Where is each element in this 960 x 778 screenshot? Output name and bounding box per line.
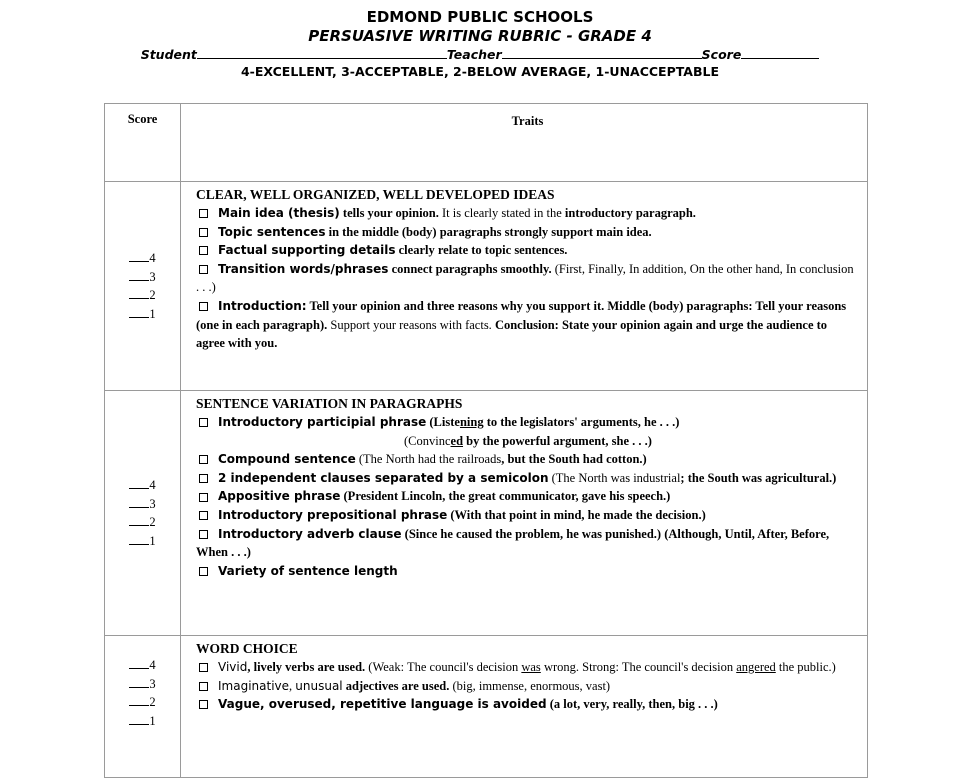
score-cell-2 (105, 391, 181, 636)
checkbox-bullet-icon (199, 455, 208, 464)
checkbox-bullet-icon (199, 567, 208, 576)
section-title: CLEAR, WELL ORGANIZED, WELL DEVELOPED IDEAS (196, 187, 555, 202)
score-option-3[interactable]: 3 (106, 268, 179, 287)
list-item: Introductory adverb clause (Since he caused the problem, he was punished.) (Although, Until, After, Before, When . . .) (196, 526, 830, 560)
traits-cell-2 (181, 391, 868, 636)
list-item: Topic sentences in the middle (body) paragraphs strongly support main idea. (196, 223, 859, 242)
list-item: Vivid, lively verbs are used. (Weak: The council's decision was wrong. Strong: The council's decision angered the public.) (196, 658, 859, 677)
teacher-blank[interactable] (502, 47, 702, 59)
checkbox-bullet-icon (199, 209, 208, 218)
list-item: Transition words/phrases connect paragraphs smoothly. (First, Finally, In addition, On the other hand, In conclusion . . .) (196, 261, 854, 295)
list-item: Appositive phrase (President Lincoln, the great communicator, gave his speech.) (196, 487, 859, 506)
checkbox-bullet-icon (199, 418, 208, 427)
score-options (106, 476, 179, 550)
rubric-header (0, 0, 960, 80)
score-option-4[interactable]: 4 (106, 249, 179, 268)
list-item: Vague, overused, repetitive language is avoided (a lot, very, really, then, big . . .) (196, 695, 859, 714)
rubric-table (104, 103, 868, 778)
score-option-2[interactable]: 2 (106, 513, 179, 532)
list-item: Main idea (thesis) tells your opinion. It is clearly stated in the introductory paragraph. (196, 204, 859, 223)
checkbox-bullet-icon (199, 511, 208, 520)
table-row (105, 182, 868, 391)
score-option-1[interactable]: 1 (106, 532, 179, 551)
checkbox-bullet-icon (199, 530, 208, 539)
score-scale: 4-EXCELLENT, 3-ACCEPTABLE, 2-BELOW AVERAGE, 1-UNACCEPTABLE (240, 64, 720, 79)
score-options (106, 249, 179, 323)
score-label: Score (701, 47, 742, 62)
checkbox-bullet-icon (199, 228, 208, 237)
score-option-1[interactable]: 1 (106, 712, 179, 731)
checkbox-bullet-icon (199, 682, 208, 691)
checkbox-bullet-icon (199, 302, 208, 311)
score-option-3[interactable]: 3 (106, 675, 179, 694)
score-options (106, 656, 179, 730)
table-header-row (105, 104, 868, 182)
score-option-3[interactable]: 3 (106, 495, 179, 514)
checkbox-bullet-icon (199, 493, 208, 502)
score-option-2[interactable]: 2 (106, 286, 179, 305)
score-option-2[interactable]: 2 (106, 693, 179, 712)
section-title: SENTENCE VARIATION IN PARAGRAPHS (196, 396, 463, 411)
traits-column-header (181, 104, 868, 182)
list-item: Compound sentence (The North had the railroads, but the South had cotton.) (196, 450, 859, 469)
student-label: Student (140, 47, 197, 62)
list-item: Imaginative, unusual adjectives are used. (big, immense, enormous, vast) (196, 677, 859, 696)
checkbox-bullet-icon (199, 474, 208, 483)
checkbox-bullet-icon (199, 246, 208, 255)
checkbox-bullet-icon (199, 700, 208, 709)
list-item: Introductory participial phrase (Listening to the legislators' arguments, he . . .) (196, 413, 859, 432)
score-option-4[interactable]: 4 (106, 476, 179, 495)
teacher-label: Teacher (446, 47, 502, 62)
score-cell-1 (105, 182, 181, 391)
traits-cell-3 (181, 636, 868, 778)
rubric-title: PERSUASIVE WRITING RUBRIC - GRADE 4 (308, 27, 652, 45)
list-item: Introductory prepositional phrase (With that point in mind, he made the decision.) (196, 506, 859, 525)
student-blank[interactable] (197, 47, 447, 59)
score-option-4[interactable]: 4 (106, 656, 179, 675)
traits-header-label: Traits (511, 114, 544, 128)
score-option-1[interactable]: 1 (106, 305, 179, 324)
score-blank[interactable] (741, 47, 819, 59)
checkbox-bullet-icon (199, 663, 208, 672)
list-item: (Convinced by the powerful argument, she . . .) (404, 433, 652, 448)
score-cell-3 (105, 636, 181, 778)
section-title: WORD CHOICE (196, 641, 298, 656)
list-item: Factual supporting details clearly relate to topic sentences. (196, 241, 859, 260)
score-header-label: Score (127, 112, 158, 126)
list-item: 2 independent clauses separated by a semicolon (The North was industrial; the South was agricultural.) (196, 469, 859, 488)
traits-cell-1 (181, 182, 868, 391)
score-column-header (105, 104, 181, 182)
list-item: Introduction: Tell your opinion and three reasons why you support it. Middle (body) paragraphs: Tell your reasons (one in each paragraph). Support your reasons with facts. Conclusion: State your opinion again and urge the audience to agree with you. (196, 298, 847, 351)
checkbox-bullet-icon (199, 265, 208, 274)
table-row (105, 636, 868, 778)
table-row (105, 391, 868, 636)
list-item: Variety of sentence length (196, 562, 859, 581)
info-line (0, 46, 960, 63)
school-name: EDMOND PUBLIC SCHOOLS (366, 8, 594, 26)
